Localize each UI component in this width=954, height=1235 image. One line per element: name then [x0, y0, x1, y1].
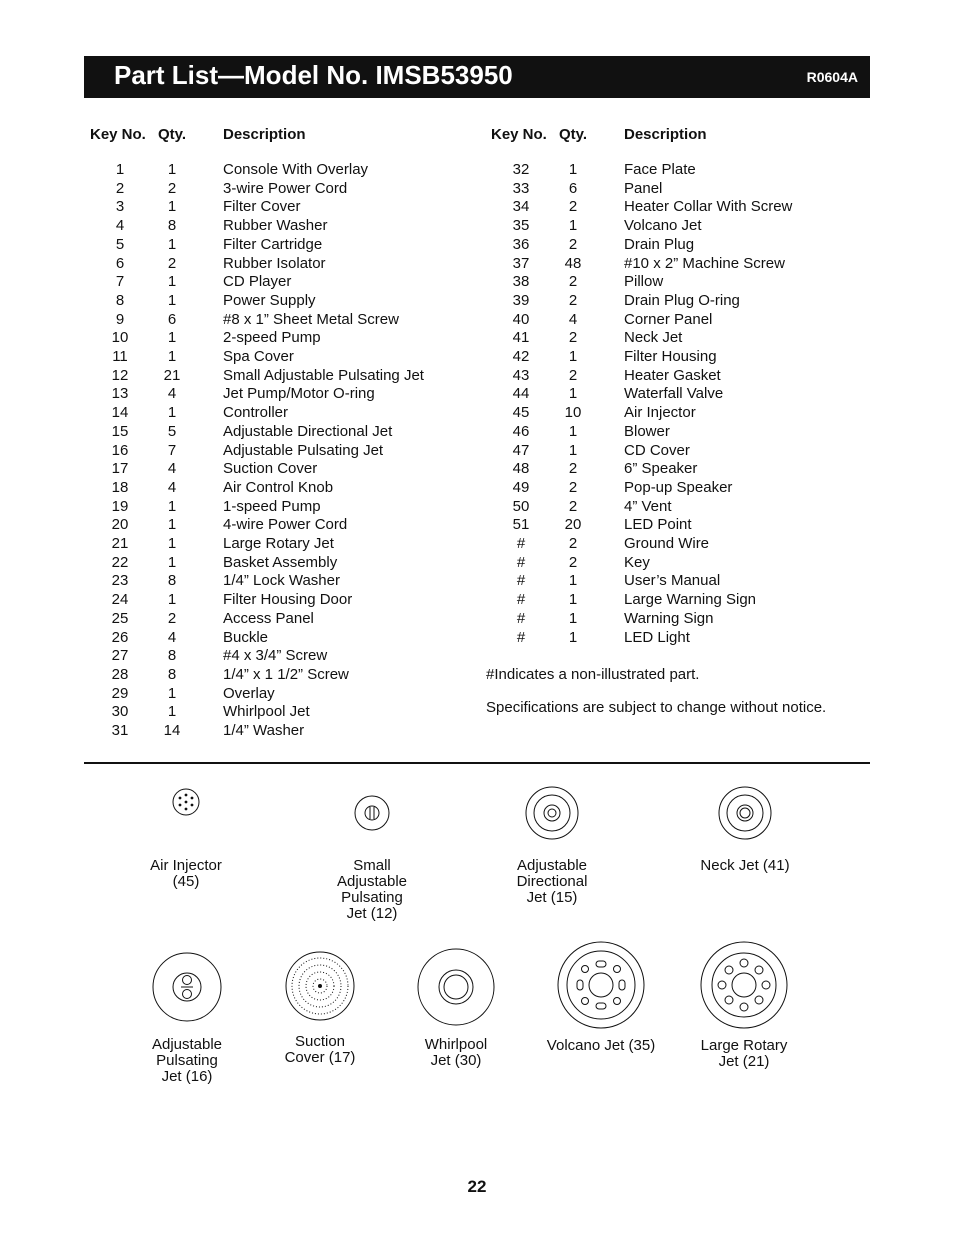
qty-cell: 1 [167, 291, 177, 309]
qty-cell: 2 [167, 254, 177, 272]
table-row [90, 685, 490, 704]
table-row [491, 273, 891, 292]
qty-cell: 2 [568, 235, 578, 253]
description-cell: Filter Cover [223, 198, 301, 216]
description-cell: 1/4” Lock Washer [223, 572, 340, 590]
key-no-cell: 12 [111, 366, 129, 384]
large-rotary-label: Large Rotary Jet (21) [700, 1037, 788, 1070]
qty-cell: 2 [568, 497, 578, 515]
suction-cover-figure [270, 950, 370, 1066]
key-no-cell: 30 [111, 703, 129, 721]
key-no-cell: 4 [115, 217, 125, 235]
table-row [90, 423, 490, 442]
description-cell: LED Light [624, 628, 690, 646]
qty-cell: 2 [568, 460, 578, 478]
description-cell: User’s Manual [624, 572, 721, 590]
table-row [90, 460, 490, 479]
key-no-cell: 23 [111, 572, 129, 590]
pulsating-jet-icon [152, 951, 222, 1023]
key-no-cell: 6 [115, 254, 125, 272]
page-number: 22 [467, 1177, 487, 1196]
table-row [491, 217, 891, 236]
description-cell: Overlay [223, 684, 275, 702]
qty-cell: 1 [568, 628, 578, 646]
qty-cell: 1 [568, 572, 578, 590]
description-cell: Access Panel [223, 609, 314, 627]
table-row [491, 255, 891, 274]
adj-directional-figure [502, 786, 602, 906]
table-row [90, 516, 490, 535]
description-cell: Spa Cover [223, 348, 294, 365]
description-cell: Buckle [223, 628, 269, 646]
key-no-cell: 7 [115, 273, 125, 291]
key-no-cell: 35 [512, 217, 530, 235]
key-no-cell: 47 [512, 441, 530, 459]
key-no-cell: 28 [111, 665, 129, 683]
key-no-cell: 20 [111, 516, 129, 534]
qty-cell: 20 [564, 516, 582, 534]
key-no-cell: # [516, 628, 526, 646]
description-cell: Filter Housing [624, 348, 717, 365]
document-code: R0604A [806, 69, 858, 85]
description-cell: Suction Cover [223, 460, 318, 478]
volcano-jet-icon [557, 941, 645, 1029]
qty-cell: 1 [167, 348, 177, 365]
description-cell: LED Point [624, 516, 692, 534]
table-row [90, 348, 490, 367]
table-row [90, 367, 490, 386]
key-no-cell: # [516, 553, 526, 571]
whirlpool-jet-figure [406, 948, 506, 1069]
table-row [491, 236, 891, 255]
key-no-cell: 21 [111, 535, 129, 552]
qty-cell: 7 [167, 441, 177, 459]
description-cell: Face Plate [624, 161, 696, 178]
table-row [491, 610, 891, 629]
table-row [90, 161, 490, 180]
table-row [90, 572, 490, 591]
table-row [90, 236, 490, 255]
table-row [90, 273, 490, 292]
qty-cell: 1 [167, 235, 177, 253]
title-bar [84, 56, 870, 98]
key-no-cell: 39 [512, 291, 530, 309]
qty-cell: 8 [167, 647, 177, 665]
key-no-cell: 29 [111, 684, 129, 702]
table-row [90, 722, 490, 741]
qty-cell: 48 [564, 254, 582, 272]
table-row [90, 610, 490, 629]
table-row [90, 198, 490, 217]
table-row [90, 385, 490, 404]
table-row [491, 180, 891, 199]
description-cell: Console With Overlay [223, 161, 369, 178]
table-row [491, 404, 891, 423]
description-cell: Rubber Isolator [223, 254, 326, 272]
description-cell: Jet Pump/Motor O-ring [223, 385, 375, 403]
table-row [90, 311, 490, 330]
key-no-cell: 5 [115, 235, 125, 253]
page-title: Part List—Model No. IMSB53950 [114, 60, 513, 90]
qty-cell: 2 [568, 535, 578, 552]
table-row [491, 367, 891, 386]
description-cell: Basket Assembly [223, 553, 338, 571]
description-cell: 1/4” Washer [223, 722, 305, 739]
qty-cell: 8 [167, 572, 177, 590]
qty-cell: 2 [568, 329, 578, 347]
description-cell: Whirlpool Jet [223, 703, 310, 721]
adj-pulsating-figure [137, 951, 237, 1085]
table-row [90, 217, 490, 236]
suction-cover-label: Suction Cover (17) [284, 1033, 356, 1066]
description-cell: #8 x 1” Sheet Metal Screw [223, 310, 399, 328]
qty-cell: 14 [163, 722, 181, 739]
qty-cell: 2 [167, 179, 177, 197]
description-cell: Volcano Jet [624, 217, 702, 235]
table-row [491, 198, 891, 217]
table-row [491, 385, 891, 404]
directional-jet-icon [525, 786, 579, 840]
large-rotary-figure [684, 941, 804, 1070]
small-adj-pulsating-figure [322, 794, 422, 922]
qty-cell: 1 [568, 591, 578, 609]
qty-cell: 2 [568, 366, 578, 384]
adj-directional-label: Adjustable Directional Jet (15) [516, 857, 588, 906]
qty-cell: 1 [167, 404, 177, 422]
description-cell: Power Supply [223, 291, 316, 309]
key-no-cell: 11 [112, 348, 128, 365]
table-row [90, 404, 490, 423]
table-row [491, 311, 891, 330]
description-cell: Ground Wire [624, 535, 710, 552]
key-no-cell: 14 [111, 404, 129, 422]
description-cell: Drain Plug O-ring [624, 291, 740, 309]
qty-cell: 1 [167, 273, 177, 291]
table-row [491, 348, 891, 367]
table-row [491, 498, 891, 517]
key-no-header: Key No. [90, 126, 146, 143]
divider [84, 762, 870, 764]
key-no-cell: 43 [512, 366, 530, 384]
qty-cell: 1 [167, 497, 177, 515]
key-no-cell: 19 [111, 497, 129, 515]
table-row [491, 591, 891, 610]
qty-cell: 4 [568, 310, 578, 328]
description-cell: Rubber Washer [223, 217, 328, 235]
air-injector-label: Air Injector (45) [150, 857, 222, 890]
description-cell: Heater Collar With Screw [624, 198, 793, 216]
table-row [491, 423, 891, 442]
key-no-cell: 38 [512, 273, 530, 291]
key-no-cell: 37 [512, 254, 530, 272]
qty-cell: 1 [167, 198, 177, 216]
description-cell: Blower [624, 422, 670, 440]
qty-cell: 1 [568, 609, 578, 627]
description-cell: Large Rotary Jet [223, 535, 334, 552]
description-cell: 4” Vent [624, 497, 672, 515]
qty-cell: 5 [167, 422, 177, 440]
description-cell: Key [624, 553, 650, 571]
qty-cell: 4 [167, 460, 177, 478]
neck-jet-label: Neck Jet (41) [700, 857, 790, 874]
description-cell: Small Adjustable Pulsating Jet [223, 366, 424, 384]
neck-jet-icon [718, 786, 772, 840]
key-no-cell: 40 [512, 310, 530, 328]
table-row [491, 516, 891, 535]
key-no-cell: # [516, 591, 526, 609]
qty-cell: 6 [167, 310, 177, 328]
table-row [491, 535, 891, 554]
qty-cell: 8 [167, 665, 177, 683]
description-cell: 4-wire Power Cord [223, 516, 348, 534]
neck-jet-figure [685, 786, 805, 874]
qty-cell: 1 [167, 329, 177, 347]
rotary-jet-icon [700, 941, 788, 1029]
qty-cell: 1 [167, 516, 177, 534]
table-row [90, 329, 490, 348]
key-no-cell: 15 [111, 422, 129, 440]
description-cell: 2-speed Pump [223, 329, 321, 347]
description-cell: CD Cover [624, 441, 690, 459]
table-row [90, 498, 490, 517]
key-no-cell: 31 [111, 722, 129, 739]
description-cell: Warning Sign [624, 609, 714, 627]
description-cell: 1-speed Pump [223, 497, 321, 515]
qty-cell: 4 [167, 628, 177, 646]
description-cell: Large Warning Sign [624, 591, 757, 609]
qty-cell: 1 [167, 535, 177, 552]
table-row [491, 460, 891, 479]
qty-cell: 21 [163, 366, 181, 384]
key-no-cell: 3 [115, 198, 125, 216]
description-cell: Heater Gasket [624, 366, 721, 384]
key-no-cell: # [516, 535, 526, 552]
qty-cell: 10 [564, 404, 582, 422]
qty-cell: 2 [568, 273, 578, 291]
table-row [90, 629, 490, 648]
key-no-cell: # [516, 609, 526, 627]
small-adj-pulsating-label: Small Adjustable Pulsating Jet (12) [336, 857, 408, 922]
table-row [90, 292, 490, 311]
description-cell: Air Control Knob [223, 478, 334, 496]
qty-header: Qty. [158, 126, 187, 143]
key-no-cell: 51 [512, 516, 530, 534]
qty-cell: 6 [568, 179, 578, 197]
description-cell: Adjustable Pulsating Jet [223, 441, 384, 459]
air-injector-figure [136, 787, 236, 890]
key-no-cell: 10 [111, 329, 129, 347]
adj-pulsating-label: Adjustable Pulsating Jet (16) [151, 1036, 223, 1085]
qty-cell: 1 [568, 348, 578, 365]
key-no-cell: 34 [512, 198, 530, 216]
table-row [491, 329, 891, 348]
key-no-cell: 49 [512, 478, 530, 496]
qty-cell: 2 [568, 291, 578, 309]
table-row [90, 479, 490, 498]
description-header: Description [624, 126, 707, 143]
description-cell: Pillow [624, 273, 664, 291]
description-cell: Filter Housing Door [223, 591, 353, 609]
qty-cell: 1 [167, 684, 177, 702]
table-row [491, 292, 891, 311]
qty-cell: 1 [568, 441, 578, 459]
description-cell: 1/4” x 1 1/2” Screw [223, 665, 349, 683]
key-no-cell: 26 [111, 628, 129, 646]
key-no-cell: 44 [512, 385, 530, 403]
description-cell: #4 x 3/4” Screw [223, 647, 328, 665]
description-cell: Neck Jet [624, 329, 683, 347]
qty-cell: 2 [568, 553, 578, 571]
qty-cell: 1 [568, 161, 578, 178]
description-cell: 6” Speaker [624, 460, 698, 478]
qty-cell: 2 [167, 609, 177, 627]
description-cell: #10 x 2” Machine Screw [624, 254, 785, 272]
qty-cell: 2 [568, 198, 578, 216]
description-cell: CD Player [223, 273, 292, 291]
key-no-cell: # [516, 572, 526, 590]
description-header: Description [223, 126, 306, 143]
table-row [491, 442, 891, 461]
qty-cell: 8 [167, 217, 177, 235]
description-cell: 3-wire Power Cord [223, 179, 348, 197]
qty-cell: 1 [167, 703, 177, 721]
key-no-cell: 27 [111, 647, 129, 665]
description-cell: Adjustable Directional Jet [223, 422, 393, 440]
description-cell: Drain Plug [624, 235, 695, 253]
description-cell: Air Injector [624, 404, 696, 422]
table-row [491, 572, 891, 591]
key-no-cell: 16 [111, 441, 129, 459]
volcano-jet-figure [536, 941, 666, 1054]
key-no-cell: 8 [115, 291, 125, 309]
description-cell: Corner Panel [624, 310, 713, 328]
description-cell: Filter Cartridge [223, 235, 323, 253]
key-no-cell: 9 [115, 310, 125, 328]
key-no-cell: 42 [512, 348, 530, 365]
qty-cell: 1 [167, 161, 177, 178]
table-row [491, 479, 891, 498]
key-no-cell: 46 [512, 422, 530, 440]
specs-note: Specifications are subject to change without notice. [486, 699, 827, 716]
qty-cell: 4 [167, 478, 177, 496]
table-row [491, 629, 891, 648]
whirlpool-jet-label: Whirlpool Jet (30) [424, 1036, 488, 1069]
table-row [90, 666, 490, 685]
key-no-cell: 41 [512, 329, 530, 347]
volcano-jet-label: Volcano Jet (35) [546, 1037, 656, 1054]
key-no-header: Key No. [491, 126, 547, 143]
qty-cell: 2 [568, 478, 578, 496]
table-row [491, 554, 891, 573]
key-no-cell: 1 [115, 161, 125, 178]
key-no-cell: 25 [111, 609, 129, 627]
key-no-cell: 45 [512, 404, 530, 422]
table-row [90, 255, 490, 274]
key-no-cell: 32 [512, 161, 530, 178]
table-row [90, 535, 490, 554]
key-no-cell: 48 [512, 460, 530, 478]
description-cell: Waterfall Valve [624, 385, 724, 403]
qty-cell: 1 [568, 385, 578, 403]
qty-cell: 1 [568, 422, 578, 440]
table-row [491, 161, 891, 180]
key-no-cell: 36 [512, 235, 530, 253]
description-cell: Pop-up Speaker [624, 478, 733, 496]
qty-header: Qty. [559, 126, 588, 143]
table-row [90, 591, 490, 610]
table-row [90, 554, 490, 573]
key-no-cell: 2 [115, 179, 125, 197]
non-illustrated-note: #Indicates a non-illustrated part. [486, 666, 700, 683]
whirlpool-jet-icon [417, 948, 495, 1026]
description-cell: Panel [624, 179, 663, 197]
key-no-cell: 18 [111, 478, 129, 496]
air-injector-icon [171, 787, 201, 817]
qty-cell: 1 [167, 591, 177, 609]
key-no-cell: 50 [512, 497, 530, 515]
key-no-cell: 13 [111, 385, 129, 403]
table-row [90, 442, 490, 461]
qty-cell: 1 [568, 217, 578, 235]
qty-cell: 1 [167, 553, 177, 571]
key-no-cell: 22 [111, 553, 129, 571]
key-no-cell: 17 [111, 460, 129, 478]
table-row [90, 703, 490, 722]
description-cell: Controller [223, 404, 289, 422]
suction-cover-icon [285, 950, 355, 1022]
key-no-cell: 24 [111, 591, 129, 609]
table-row [90, 180, 490, 199]
table-row [90, 647, 490, 666]
key-no-cell: 33 [512, 179, 530, 197]
small-pulsating-jet-icon [354, 794, 390, 832]
qty-cell: 4 [167, 385, 177, 403]
